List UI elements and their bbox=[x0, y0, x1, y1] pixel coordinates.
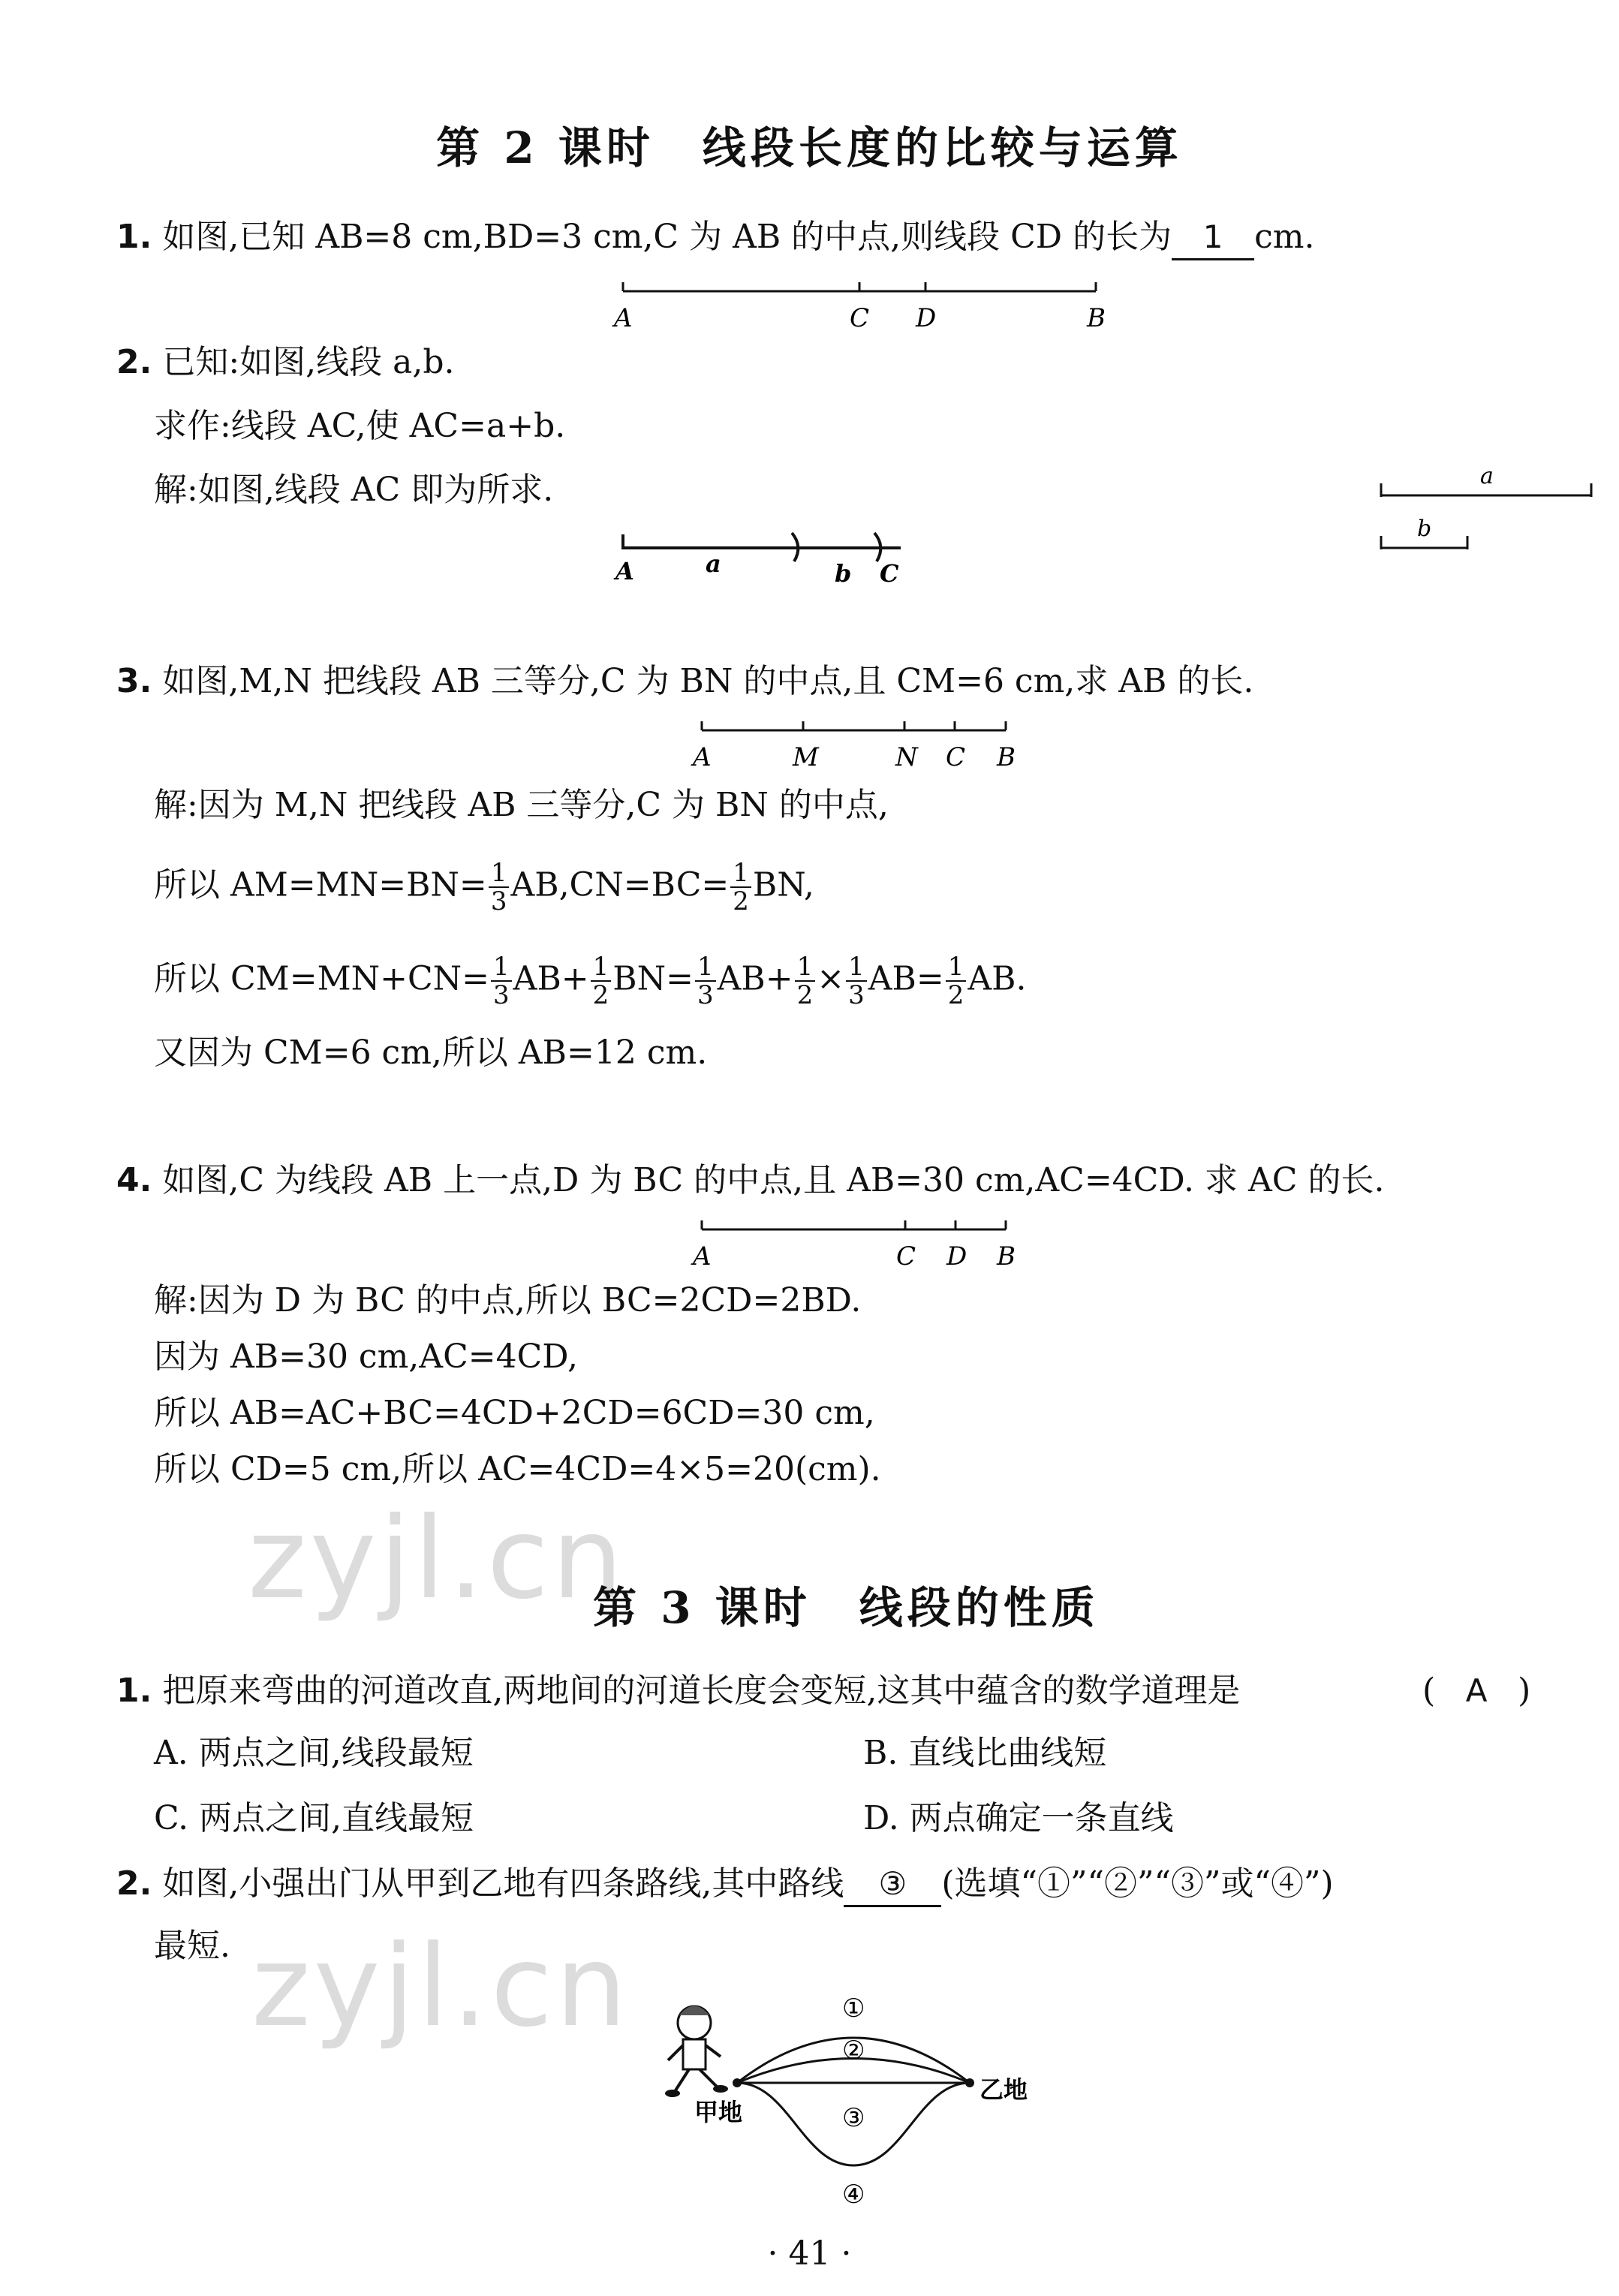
question-text: 如图,已知 AB=8 cm,BD=3 cm,C 为 AB 的中点,则线段 CD 的长为 bbox=[162, 218, 1172, 256]
sol-text: AB+ bbox=[513, 959, 589, 998]
paren: ( bbox=[1422, 1672, 1436, 1710]
option-c: C. 两点之间,直线最短 bbox=[154, 1799, 474, 1837]
point-label: N bbox=[895, 742, 918, 772]
question-number: 1. bbox=[116, 218, 152, 256]
boy-icon bbox=[665, 2006, 728, 2098]
question-number: 1. bbox=[116, 1672, 152, 1710]
option-a: A. 两点之间,线段最短 bbox=[154, 1734, 474, 1772]
watermark: zyjl.cn bbox=[248, 1494, 627, 1624]
l2-q4-sol4: 所以 CD=5 cm,所以 AC=4CD=4×5=20(cm). bbox=[154, 1450, 881, 1488]
page-number: · 41 · bbox=[767, 2234, 852, 2273]
answer: A bbox=[1465, 1672, 1488, 1709]
route-label: ② bbox=[842, 2036, 865, 2066]
point-label: C bbox=[880, 559, 899, 588]
sol-text: BN= bbox=[612, 959, 694, 998]
paren: ) bbox=[1518, 1672, 1531, 1710]
question-number: 2. bbox=[116, 1864, 152, 1903]
sol-text: AB+ bbox=[717, 959, 793, 998]
point-label: C bbox=[850, 303, 870, 333]
l2-q3-sol1: 解:因为 M,N 把线段 AB 三等分,C 为 BN 的中点, bbox=[154, 786, 889, 824]
point-label: D bbox=[946, 1241, 967, 1271]
l2-q4 bbox=[116, 1160, 1384, 1202]
watermark: zyjl.cn bbox=[251, 1921, 630, 2052]
option-d: D. 两点确定一条直线 bbox=[863, 1799, 1174, 1837]
point-label: B bbox=[997, 1241, 1016, 1271]
point-label: A bbox=[615, 557, 634, 585]
point-label: C bbox=[896, 1241, 916, 1271]
question-number: 4. bbox=[116, 1161, 152, 1199]
l3-q1 bbox=[116, 1670, 1240, 1712]
l3-q2-cont: 最短. bbox=[154, 1927, 230, 1965]
fraction: $\frac{1}{2}$ bbox=[730, 859, 751, 915]
l2-q2-given-segments bbox=[1366, 458, 1599, 563]
l2-q3 bbox=[116, 661, 1253, 703]
l2-q2-line1 bbox=[116, 342, 455, 384]
lesson2-title: 第 2 课时 线段长度的比较与运算 bbox=[436, 122, 1183, 173]
segment-label: b bbox=[1417, 516, 1432, 542]
point-label: A bbox=[693, 1241, 712, 1271]
l3-q2 bbox=[116, 1863, 1334, 1907]
segment-label: a bbox=[706, 549, 721, 578]
sol-text: × bbox=[817, 959, 845, 998]
question-number: 3. bbox=[116, 662, 152, 700]
end-label: 乙地 bbox=[980, 2075, 1028, 2104]
question-text: (选填“①”“②”“③”或“④”) bbox=[941, 1864, 1334, 1903]
sol-text: AB. bbox=[967, 959, 1027, 998]
point-label: A bbox=[614, 303, 633, 333]
segment-label: a bbox=[1480, 463, 1494, 489]
fraction: $\frac{1}{2}$ bbox=[795, 953, 816, 1009]
answer-blank: ③ bbox=[844, 1863, 941, 1907]
sol-text: AB,CN=BC= bbox=[510, 865, 730, 904]
fraction: $\frac{1}{3}$ bbox=[846, 953, 867, 1009]
fraction: $\frac{1}{3}$ bbox=[695, 953, 716, 1009]
point-label: D bbox=[916, 303, 937, 333]
route-label: ① bbox=[842, 1994, 865, 2024]
question-text: 已知:如图,线段 a,b. bbox=[162, 343, 455, 381]
fraction: $\frac{1}{2}$ bbox=[591, 953, 612, 1009]
l2-q2-construction bbox=[600, 518, 946, 593]
route-label: ③ bbox=[842, 2103, 865, 2133]
lesson3-title: 第 3 课时 线段的性质 bbox=[593, 1582, 1100, 1633]
question-text: 如图,M,N 把线段 AB 三等分,C 为 BN 的中点,且 CM=6 cm,求 AB 的长. bbox=[162, 662, 1254, 700]
l2-q2-solution: 解:如图,线段 AC 即为所求. bbox=[154, 471, 554, 509]
sol-text: BN, bbox=[752, 865, 814, 904]
option-b: B. 直线比曲线短 bbox=[863, 1734, 1107, 1772]
point-label: B bbox=[1087, 303, 1106, 333]
l2-q4-sol2: 因为 AB=30 cm,AC=4CD, bbox=[154, 1338, 578, 1376]
l2-q3-sol4: 又因为 CM=6 cm,所以 AB=12 cm. bbox=[154, 1034, 708, 1072]
sol-text: AB= bbox=[868, 959, 944, 998]
fraction: $\frac{1}{2}$ bbox=[946, 953, 967, 1009]
l2-q4-figure bbox=[683, 1208, 1028, 1276]
question-text: 把原来弯曲的河道改直,两地间的河道长度会变短,这其中蕴含的数学道理是 bbox=[162, 1672, 1241, 1710]
segment-label: b bbox=[835, 559, 852, 588]
question-text: 如图,小强出门从甲到乙地有四条路线,其中路线 bbox=[162, 1864, 844, 1903]
point-label: A bbox=[693, 742, 712, 772]
fraction: $\frac{1}{3}$ bbox=[491, 953, 512, 1009]
unit: cm. bbox=[1254, 218, 1315, 256]
sol-text: 所以 AM=MN=BN= bbox=[154, 865, 487, 904]
point-label: M bbox=[793, 742, 819, 772]
l2-q2-line2: 求作:线段 AC,使 AC=a+b. bbox=[154, 407, 566, 445]
l3-q2-route-figure bbox=[653, 1978, 1073, 2233]
route-label: ④ bbox=[842, 2180, 865, 2210]
l2-q3-sol3 bbox=[154, 953, 1027, 1009]
l2-q4-sol3: 所以 AB=AC+BC=4CD+2CD=6CD=30 cm, bbox=[154, 1394, 875, 1432]
l2-q1-figure bbox=[600, 270, 1126, 338]
start-label: 甲地 bbox=[694, 2098, 743, 2126]
question-number: 2. bbox=[116, 343, 152, 381]
question-text: 如图,C 为线段 AB 上一点,D 为 BC 的中点,且 AB=30 cm,AC=4CD. 求 AC 的长. bbox=[162, 1161, 1385, 1199]
l2-q3-sol2 bbox=[154, 859, 814, 915]
answer-blank: 1 bbox=[1172, 216, 1254, 260]
sol-text: 所以 CM=MN+CN= bbox=[154, 959, 490, 998]
fraction: $\frac{1}{3}$ bbox=[489, 859, 510, 915]
l2-q4-sol1: 解:因为 D 为 BC 的中点,所以 BC=2CD=2BD. bbox=[154, 1281, 862, 1320]
point-label: B bbox=[997, 742, 1016, 772]
l3-q1-answer bbox=[1422, 1670, 1530, 1712]
l2-q3-figure bbox=[683, 709, 1028, 777]
point-label: C bbox=[946, 742, 966, 772]
l2-q1 bbox=[116, 216, 1314, 260]
